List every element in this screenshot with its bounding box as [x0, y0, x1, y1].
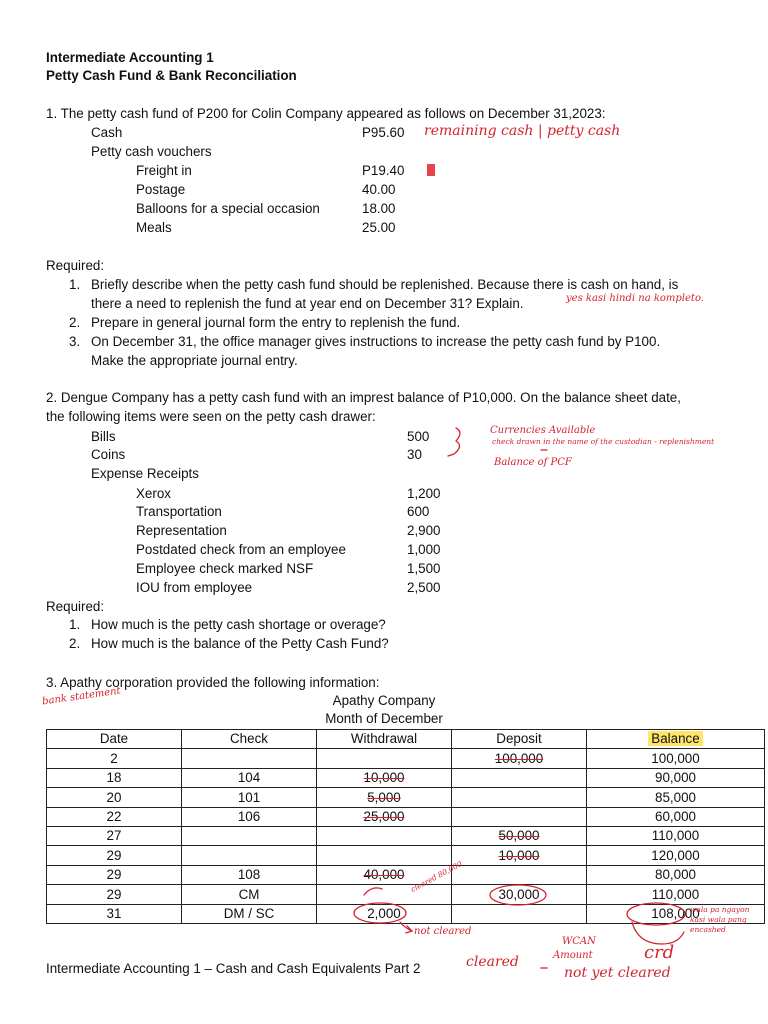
table-row [47, 904, 765, 923]
document-footer: Intermediate Accounting 1 – Cash and Cash Equivalents Part 2 [46, 961, 421, 976]
handwritten-note: Balance of PCF [494, 457, 572, 468]
handwritten-note: cleared [466, 954, 519, 970]
cell-balance: 80,000 [587, 865, 765, 884]
cell-check: 108 [182, 865, 317, 884]
cell-balance: 85,000 [587, 788, 765, 807]
cell-withdrawal [317, 826, 452, 845]
handwritten-note: crd [644, 942, 675, 963]
cell-check [182, 826, 317, 845]
voucher-value: 40.00 [362, 182, 396, 197]
struck-amount: 5,000 [367, 789, 401, 805]
cell-withdrawal [317, 885, 452, 904]
voucher-label: Balloons for a special occasion [136, 201, 320, 216]
handwritten-note: wala pa ngayon kasi wala pang encashed [690, 905, 750, 934]
required-text: How much is the petty cash shortage or overage? [91, 617, 386, 632]
cell-withdrawal [317, 768, 452, 787]
struck-amount: 10,000 [363, 770, 405, 786]
receipt-value: 2,500 [407, 580, 441, 595]
struck-amount: 50,000 [498, 828, 540, 844]
cell-deposit [452, 826, 587, 845]
receipt-label: Postdated check from an employee [136, 542, 346, 557]
struck-amount: 10,000 [498, 847, 540, 863]
handwritten-note: Currencies Available [490, 425, 596, 436]
drawer-item-label: Coins [91, 447, 126, 462]
voucher-value: 25.00 [362, 220, 396, 235]
receipt-value: 1,000 [407, 542, 441, 557]
cell-deposit [452, 749, 587, 768]
cell-withdrawal [317, 749, 452, 768]
drawer-item-value: 30 [407, 447, 422, 462]
voucher-label: Freight in [136, 163, 192, 178]
cell-check: 104 [182, 768, 317, 787]
cell-date: 22 [47, 807, 182, 826]
handwritten-note: Amount [553, 950, 593, 961]
column-header-deposit: Deposit [452, 730, 587, 749]
problem1-required-label: Required: [46, 258, 105, 273]
curve-balance [632, 922, 684, 944]
table-row [47, 885, 765, 904]
cell-date: 18 [47, 768, 182, 787]
problem2-required-label: Required: [46, 599, 105, 614]
cell-balance: 108,000 [587, 904, 765, 923]
document-title: Intermediate Accounting 1 [46, 50, 214, 65]
required-text: Make the appropriate journal entry. [91, 353, 298, 368]
required-number: 1. [69, 277, 81, 292]
statement-period: Month of December [325, 711, 443, 726]
cell-balance: 100,000 [587, 749, 765, 768]
column-header-balance [587, 730, 765, 749]
receipt-value: 600 [407, 504, 430, 519]
bracket-mark [448, 428, 460, 456]
cell-balance: 90,000 [587, 768, 765, 787]
receipt-label: Xerox [136, 486, 171, 501]
problem1-vouchers-label: Petty cash vouchers [91, 144, 212, 159]
table-header-row [47, 730, 765, 749]
table-row [47, 865, 765, 884]
voucher-label: Postage [136, 182, 186, 197]
cell-withdrawal [317, 807, 452, 826]
balance-highlight: Balance [648, 731, 702, 746]
cell-date: 2 [47, 749, 182, 768]
cell-date: 31 [47, 904, 182, 923]
cell-date: 27 [47, 826, 182, 845]
table-row [47, 749, 765, 768]
problem1-cash-label: Cash [91, 125, 123, 140]
receipt-label: Transportation [136, 504, 222, 519]
cell-deposit [452, 788, 587, 807]
receipt-label: IOU from employee [136, 580, 253, 595]
cell-check: CM [182, 885, 317, 904]
required-text: there a need to replenish the fund at year end on December 31? Explain. [91, 296, 524, 311]
cell-check [182, 749, 317, 768]
cell-deposit [452, 865, 587, 884]
struck-amount: 100,000 [494, 750, 544, 766]
required-text: Briefly describe when the petty cash fund should be replenished. Because there is cash on hand, is [91, 277, 679, 292]
handwritten-note: remaining cash | petty cash [424, 123, 621, 139]
receipt-label: Representation [136, 523, 227, 538]
cell-date: 20 [47, 788, 182, 807]
column-header-withdrawal: Withdrawal [317, 730, 452, 749]
receipt-value: 1,500 [407, 561, 441, 576]
struck-amount: 40,000 [363, 867, 405, 883]
cell-deposit: 30,000 [452, 885, 587, 904]
required-text: Prepare in general journal form the entry to replenish the fund. [91, 315, 461, 330]
receipt-value: 1,200 [407, 486, 441, 501]
cell-date: 29 [47, 885, 182, 904]
handwritten-note: WCAN [562, 936, 596, 947]
voucher-value: 18.00 [362, 201, 396, 216]
handwritten-note: yes kasi hindi na kompleto. [566, 293, 704, 304]
required-number: 2. [69, 315, 81, 330]
handwritten-note: not yet cleared [564, 965, 671, 981]
handwritten-note: bank statement [41, 685, 122, 708]
required-number: 3. [69, 334, 81, 349]
red-marker-block [427, 164, 435, 176]
document-subtitle: Petty Cash Fund & Bank Reconciliation [46, 68, 297, 83]
drawer-item-value: 500 [407, 429, 430, 444]
table-row [47, 768, 765, 787]
cell-withdrawal [317, 788, 452, 807]
handwritten-note: check drawn in the name of the custodian - replenishment [492, 437, 715, 446]
required-number: 1. [69, 617, 81, 632]
table-row [47, 846, 765, 865]
table-row [47, 788, 765, 807]
drawer-item-label: Bills [91, 429, 116, 444]
cell-date: 29 [47, 865, 182, 884]
handwritten-note: cleared 80,000 [409, 859, 464, 894]
table-row [47, 826, 765, 845]
cell-withdrawal [317, 846, 452, 865]
required-text: On December 31, the office manager gives instructions to increase the petty cash fund by P100. [91, 334, 661, 349]
cell-deposit [452, 807, 587, 826]
cell-check: 106 [182, 807, 317, 826]
problem2-intro-continued: the following items were seen on the petty cash drawer: [46, 409, 376, 424]
required-text: How much is the balance of the Petty Cash Fund? [91, 636, 389, 651]
cell-deposit [452, 904, 587, 923]
receipt-label: Employee check marked NSF [136, 561, 314, 576]
receipt-value: 2,900 [407, 523, 441, 538]
problem3-intro: 3. Apathy corporation provided the following information: [46, 675, 380, 690]
cell-check [182, 846, 317, 865]
struck-amount: 25,000 [363, 809, 405, 825]
column-header-check: Check [182, 730, 317, 749]
cell-check: DM / SC [182, 904, 317, 923]
cell-withdrawal: 2,000 [317, 904, 452, 923]
cell-balance: 110,000 [587, 826, 765, 845]
cell-deposit [452, 768, 587, 787]
voucher-value: P19.40 [362, 163, 405, 178]
cell-balance: 120,000 [587, 846, 765, 865]
cell-balance: 110,000 [587, 885, 765, 904]
statement-company: Apathy Company [332, 693, 436, 708]
bank-statement-table [46, 729, 765, 924]
handwritten-note: not cleared [414, 926, 472, 937]
cell-deposit [452, 846, 587, 865]
cell-check: 101 [182, 788, 317, 807]
problem1-intro: 1. The petty cash fund of P200 for Colin Company appeared as follows on December 31,2023: [46, 106, 606, 121]
problem2-intro: 2. Dengue Company has a petty cash fund with an imprest balance of P10,000. On the balance sheet date, [46, 390, 681, 405]
expense-receipts-label: Expense Receipts [91, 466, 199, 481]
cell-date: 29 [47, 846, 182, 865]
problem1-cash-value: P95.60 [362, 125, 405, 140]
cell-balance: 60,000 [587, 807, 765, 826]
required-number: 2. [69, 636, 81, 651]
voucher-label: Meals [136, 220, 172, 235]
table-row [47, 807, 765, 826]
column-header-date: Date [47, 730, 182, 749]
